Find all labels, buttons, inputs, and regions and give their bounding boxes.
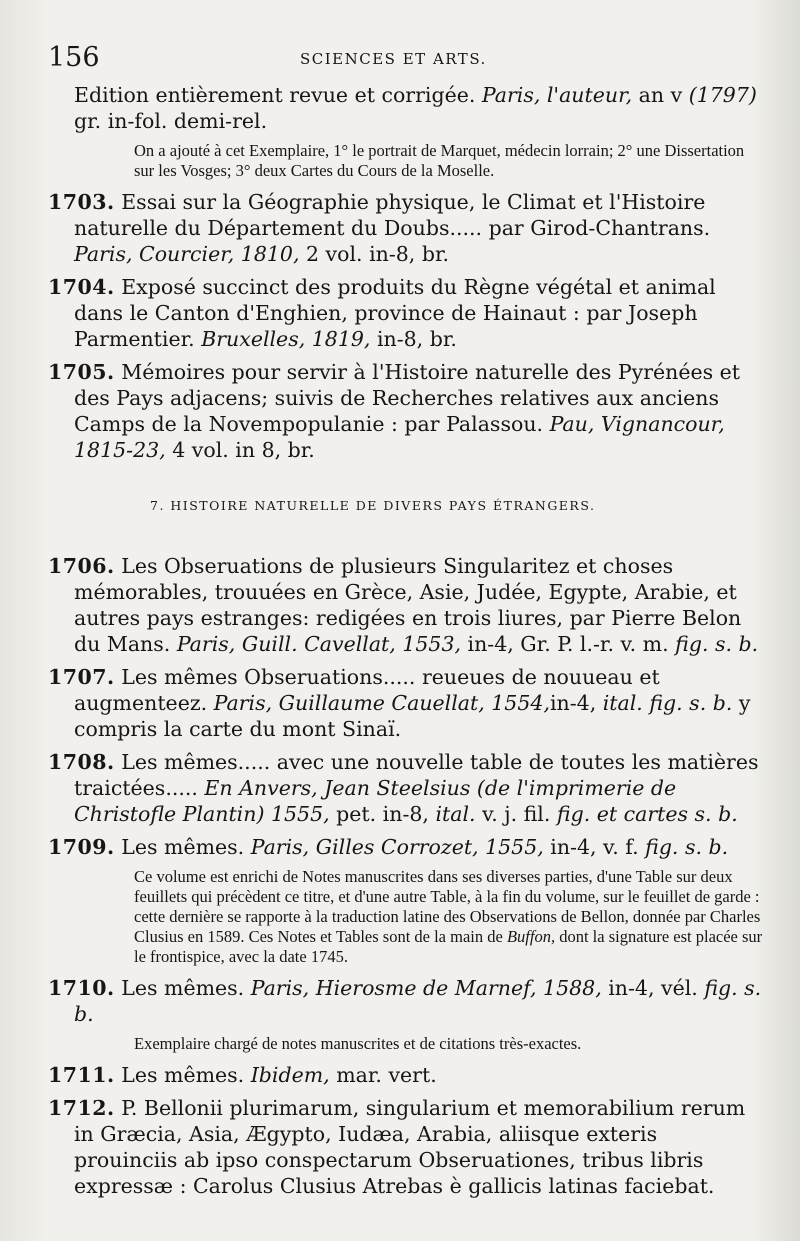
entry-continuation: Edition entièrement revue et corrigée. Paris, l'auteur, an v (1797) gr. in-fol. demi-rel. (74, 83, 757, 133)
entry-1711: 1711. Les mêmes. Ibidem, mar. vert. (48, 1063, 437, 1087)
entry-number: 1709. (48, 835, 115, 859)
entry-note: On a ajouté à cet Exemplaire, 1° le portrait de Marquet, médecin lorrain; 2° une Dissertation sur les Vosges; 3° deux Cartes du Cours de la Moselle. (134, 141, 745, 180)
entry-number: 1712. (48, 1096, 115, 1120)
entry-number: 1711. (48, 1063, 115, 1087)
entry-note: Exemplaire chargé de notes manuscrites et de citations très-exactes. (134, 1034, 582, 1053)
entry-1705: 1705. Mémoires pour servir à l'Histoire naturelle des Pyrénées et des Pays adjacens; suivis de Recherches relatives aux anciens Camps de la Novempopulanie : par Palassou. Pau, Vignancour, 1815-23, 4 vol. in 8, br. (48, 360, 741, 462)
entry-1712: 1712. P. Bellonii plurimarum, singularium et memorabilium rerum in Græcia, Asia, Ægypto, Iudæa, Arabia, aliisque exteris prouinciis ab ipso conspectarum Obseruationes, tribus libris expressæ : Carolus Clusius Atrebas è gallicis latinas faciebat. (48, 1096, 746, 1198)
section-heading: 7. HISTOIRE NATURELLE DE DIVERS PAYS ÉTRANGERS. (150, 498, 596, 513)
entry-1709: 1709. Les mêmes. Paris, Gilles Corrozet, 1555, in-4, v. f. fig. s. b. (48, 835, 729, 859)
entry-1707: 1707. Les mêmes Obseruations..... reueues de nouueau et augmenteez. Paris, Guillaume Cauellat, 1554,in-4, ital. fig. s. b. y compris la carte du mont Sinaï. (48, 665, 751, 741)
entry-number: 1710. (48, 976, 115, 1000)
entry-1710: 1710. Les mêmes. Paris, Hierosme de Marnef, 1588, in-4, vél. fig. s. b. (48, 976, 762, 1026)
entry-number: 1704. (48, 275, 115, 299)
entry-1703: 1703. Essai sur la Géographie physique, le Climat et l'Histoire naturelle du Département du Doubs..... par Girod-Chantrans. Paris, Courcier, 1810, 2 vol. in-8, br. (48, 190, 711, 266)
entry-number: 1707. (48, 665, 115, 689)
entry-number: 1705. (48, 360, 115, 384)
entry-1704: 1704. Exposé succinct des produits du Règne végétal et animal dans le Canton d'Enghien, province de Hainaut : par Joseph Parmentier. Bruxelles, 1819, in-8, br. (48, 275, 716, 351)
entry-note: Ce volume est enrichi de Notes manuscrites dans ses diverses parties, d'une Table sur deux feuillets qui précèdent ce titre, et d'une autre Table, à la fin du volume, sur le feuillet de garde : cette dernière se rapporte à la traduction latine des Observations de Bellon, donnée par Charles Clusius en 1589. Ces Notes et Tables sont de la main de Buffon, dont la signature est placée sur le frontispice, avec la date 1745. (134, 867, 763, 966)
entry-number: 1706. (48, 554, 115, 578)
catalog-body (48, 82, 766, 1199)
entry-number: 1708. (48, 750, 115, 774)
page-number: 156 (48, 42, 100, 73)
running-title: SCIENCES ET ARTS. (300, 50, 487, 68)
entry-1708: 1708. Les mêmes..... avec une nouvelle table de toutes les matières traictées..... En Anvers, Jean Steelsius (de l'imprimerie de Christofle Plantin) 1555, pet. in-8, ital. v. j. fil. fig. et cartes s. b. (48, 750, 759, 826)
page-header (48, 42, 766, 82)
entry-1706: 1706. Les Obseruations de plusieurs Singularitez et choses mémorables, trouuées en Grèce, Asie, Judée, Egypte, Arabie, et autres pays estranges: redigées en trois liures, par Pierre Belon du Mans. Paris, Guill. Cavellat, 1553, in-4, Gr. P. l.-r. v. m. fig. s. b. (48, 554, 759, 656)
entry-number: 1703. (48, 190, 115, 214)
